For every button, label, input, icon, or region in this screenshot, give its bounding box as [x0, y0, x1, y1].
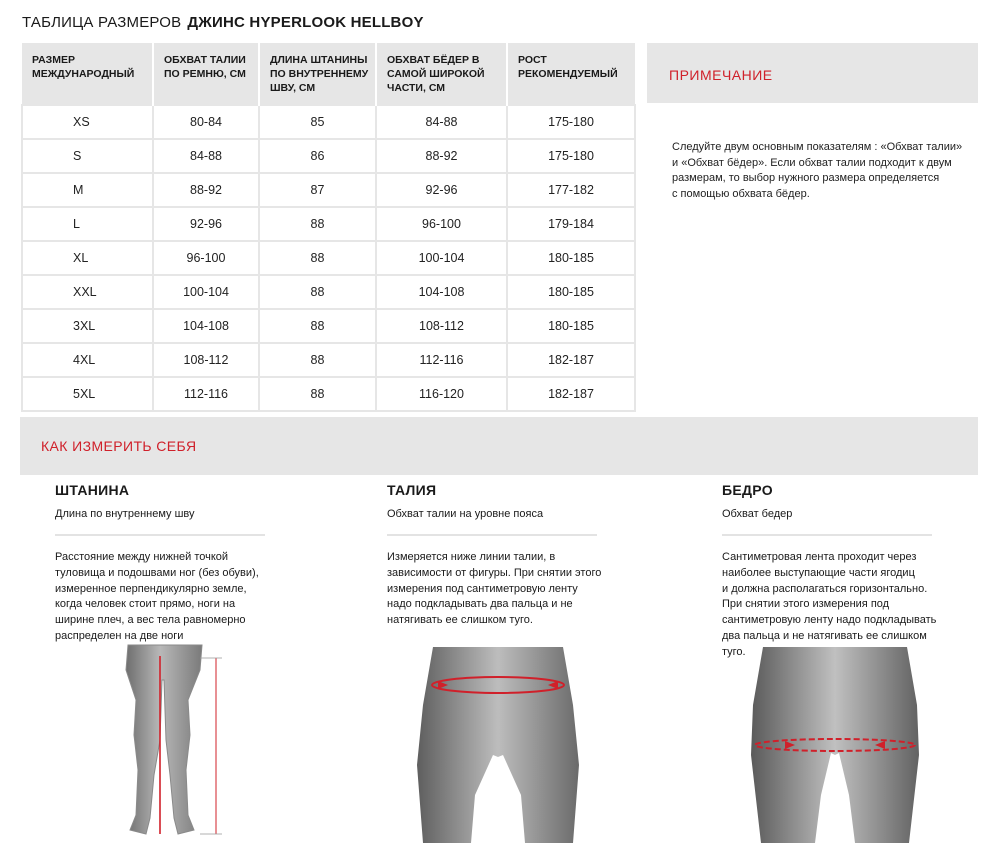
table-row — [22, 343, 635, 377]
divider — [55, 534, 265, 536]
title-product: ДЖИНС HYPERLOOK HELLBOY — [187, 14, 424, 31]
cell-inseam: 88 — [259, 275, 376, 309]
header-height: РОСТ РЕКОМЕНДУЕМЫЙ — [507, 43, 635, 105]
legs-mannequin-illustration — [90, 640, 240, 840]
hips-mannequin-illustration — [745, 645, 925, 843]
waist-subtitle: Обхват талии на уровне пояса — [387, 508, 544, 520]
size-table — [21, 43, 636, 412]
cell-inseam: 87 — [259, 173, 376, 207]
cell-waist: 104-108 — [153, 309, 259, 343]
cell-hips: 112-116 — [376, 343, 507, 377]
cell-height: 175-180 — [507, 105, 635, 139]
inseam-description: Расстояние между нижней точкой туловища и подошвами ног (без обуви), измеренное перпендикулярно земле, когда человек стоит прямо, ноги на ширине плеч, а вес тела равномерно распределен на две ноги — [55, 551, 259, 642]
hips-title: БЕДРО — [722, 482, 773, 498]
cell-waist: 88-92 — [153, 173, 259, 207]
table-row — [22, 275, 635, 309]
cell-size: XXL — [22, 275, 153, 309]
waist-title: ТАЛИЯ — [387, 482, 437, 498]
cell-hips: 116-120 — [376, 377, 507, 411]
cell-size: 5XL — [22, 377, 153, 411]
cell-height: 179-184 — [507, 207, 635, 241]
cell-hips: 104-108 — [376, 275, 507, 309]
cell-height: 177-182 — [507, 173, 635, 207]
table-row — [22, 139, 635, 173]
measure-hips — [722, 482, 982, 661]
title-prefix: ТАБЛИЦА РАЗМЕРОВ — [22, 14, 182, 31]
cell-size: 4XL — [22, 343, 153, 377]
cell-inseam: 88 — [259, 343, 376, 377]
cell-height: 180-185 — [507, 241, 635, 275]
cell-height: 182-187 — [507, 343, 635, 377]
cell-waist: 96-100 — [153, 241, 259, 275]
cell-hips: 108-112 — [376, 309, 507, 343]
measure-header — [20, 417, 978, 475]
cell-inseam: 88 — [259, 309, 376, 343]
cell-waist: 92-96 — [153, 207, 259, 241]
table-row — [22, 241, 635, 275]
size-table-header-row — [22, 43, 635, 105]
note-header — [647, 43, 978, 103]
header-hips: ОБХВАТ БЁДЕР В САМОЙ ШИРОКОЙ ЧАСТИ, СМ — [376, 43, 507, 105]
cell-inseam: 88 — [259, 377, 376, 411]
hips-description: Сантиметровая лента проходит через наиболее выступающие части ягодиц и должна располагаться горизонтально. При снятии этого измерения под сантиметровую ленту надо подкладывать два пальца и не натягивать ее слишком туго. — [722, 551, 937, 658]
divider — [722, 534, 932, 536]
note-text: Следуйте двум основным показателям : «Обхват талии» и «Обхват бёдер». Если обхват талии подходит к двум размерам, то выбор нужного размера определяется с помощью обхвата бёдер. — [672, 141, 963, 200]
cell-size: M — [22, 173, 153, 207]
cell-height: 182-187 — [507, 377, 635, 411]
waist-description: Измеряется ниже линии талии, в зависимости от фигуры. При снятии этого измерения под сантиметровую ленту надо подкладывать два пальца и не натягивать ее слишком туго. — [387, 551, 602, 627]
cell-height: 180-185 — [507, 275, 635, 309]
cell-waist: 80-84 — [153, 105, 259, 139]
cell-hips: 92-96 — [376, 173, 507, 207]
table-row — [22, 173, 635, 207]
table-row — [22, 207, 635, 241]
cell-hips: 96-100 — [376, 207, 507, 241]
hips-subtitle: Обхват бедер — [722, 508, 793, 520]
cell-waist: 100-104 — [153, 275, 259, 309]
cell-inseam: 85 — [259, 105, 376, 139]
header-inseam: ДЛИНА ШТАНИНЫ ПО ВНУТРЕННЕМУ ШВУ, СМ — [259, 43, 376, 105]
cell-hips: 88-92 — [376, 139, 507, 173]
cell-waist: 108-112 — [153, 343, 259, 377]
note-heading: ПРИМЕЧАНИЕ — [669, 67, 773, 83]
cell-size: S — [22, 139, 153, 173]
table-row — [22, 377, 635, 411]
inseam-subtitle: Длина по внутреннему шву — [55, 508, 195, 520]
cell-size: XL — [22, 241, 153, 275]
cell-height: 180-185 — [507, 309, 635, 343]
divider — [387, 534, 597, 536]
cell-size: XS — [22, 105, 153, 139]
cell-waist: 84-88 — [153, 139, 259, 173]
header-size: РАЗМЕР МЕЖДУНАРОДНЫЙ — [22, 43, 153, 105]
page-title — [22, 14, 424, 31]
table-row — [22, 105, 635, 139]
cell-inseam: 88 — [259, 207, 376, 241]
inseam-title: ШТАНИНА — [55, 482, 130, 498]
table-row — [22, 309, 635, 343]
cell-waist: 112-116 — [153, 377, 259, 411]
cell-hips: 100-104 — [376, 241, 507, 275]
header-waist: ОБХВАТ ТАЛИИ ПО РЕМНЮ, СМ — [153, 43, 259, 105]
cell-height: 175-180 — [507, 139, 635, 173]
cell-inseam: 86 — [259, 139, 376, 173]
measure-heading: КАК ИЗМЕРИТЬ СЕБЯ — [41, 438, 197, 454]
cell-size: 3XL — [22, 309, 153, 343]
measure-inseam — [55, 482, 315, 645]
cell-inseam: 88 — [259, 241, 376, 275]
cell-hips: 84-88 — [376, 105, 507, 139]
measure-waist — [387, 482, 647, 629]
waist-mannequin-illustration — [413, 645, 583, 843]
cell-size: L — [22, 207, 153, 241]
